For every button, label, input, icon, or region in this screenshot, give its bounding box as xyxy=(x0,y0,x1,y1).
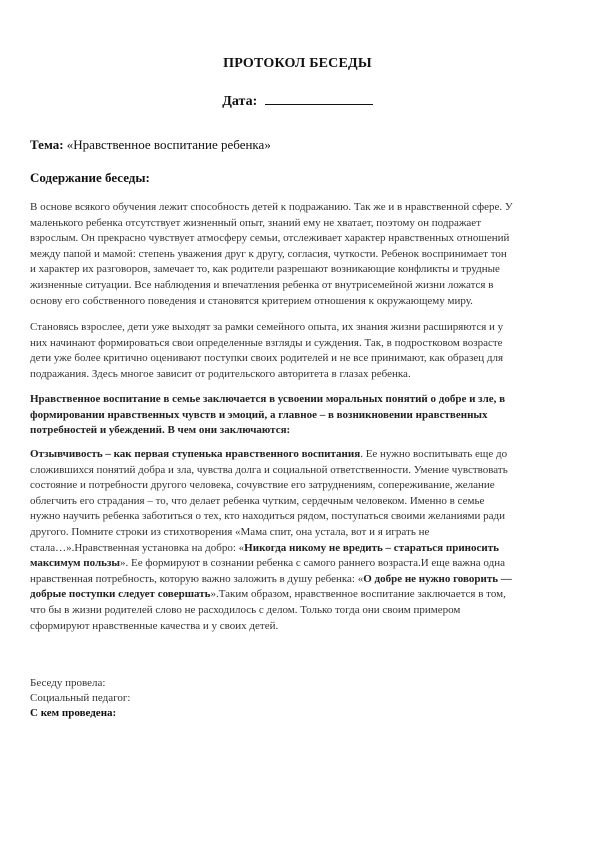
paragraph-line xyxy=(30,556,560,572)
paragraph-line xyxy=(30,587,560,603)
signature-social-pedagogue: Социальный педагог: xyxy=(30,692,131,704)
paragraph-line: формировании нравственных чувств и эмоций, а главное – в возникновении нравственных xyxy=(30,408,488,421)
paragraph-line: подражания. Здесь многое зависит от родительского авторитета в глазах ребенка. xyxy=(30,367,411,380)
paragraph-4 xyxy=(30,447,560,634)
paragraph-line: другого. Помните строки из стихотворения «Мама спит, она устала, вот и я играть не xyxy=(30,525,430,538)
paragraph-text: ». Ее формируют в сознании ребенка с самого раннего возраста.И еще важна одна xyxy=(119,557,505,570)
emphasis-text: добрые поступки следует совершать xyxy=(30,588,211,601)
paragraph-line xyxy=(30,541,560,557)
topic-label: Тема: xyxy=(30,137,64,152)
paragraph-line: маленького ребенка отсутствует жизненный опыт, знаний ему не хватает, поэтому он подражает xyxy=(30,216,481,229)
paragraph-line: них начинают формироваться свои определенные взгляды и суждения. Так, в подростковом возрасте xyxy=(30,336,503,349)
paragraph-line: нужно научить ребенка заботиться о тех, кто находиться рядом, поступаться своими желаниями ради xyxy=(30,510,506,523)
paragraph-1 xyxy=(30,200,560,309)
document-title: ПРОТОКОЛ БЕСЕДЫ xyxy=(223,56,372,71)
date-blank-line xyxy=(265,90,373,105)
emphasis-text: Никогда никому не вредить – стараться приносить xyxy=(244,541,499,554)
emphasis-text: О добре не нужно говорить — xyxy=(363,572,512,585)
date-label: Дата: xyxy=(222,94,258,109)
paragraph-text: стала…».Нравственная установка на добро: « xyxy=(30,541,245,554)
paragraph-text: нравственная потребность, которую важно заложить в душу ребенка: « xyxy=(30,572,364,585)
paragraph-line: Нравственное воспитание в семье заключается в усвоении моральных понятий о добре и зле, в xyxy=(30,393,506,405)
paragraph-line: жизненные ситуации. Все наблюдения и впечатления ребенка от внутрисемейной жизни ложатся в xyxy=(30,278,494,291)
paragraph-line: что бы в жизни родителей слово не расходилось с делом. Только тогда они своим примером xyxy=(30,603,461,616)
emphasis-text: Отзывчивость – как первая ступенька нравственного воспитания xyxy=(30,448,361,460)
topic-line xyxy=(30,137,271,153)
paragraph-line: между папой и мамой: степень уважения друг к другу, согласия, чуткости. Ребенок воспринимает тон xyxy=(30,247,507,260)
paragraph-line xyxy=(30,447,560,463)
paragraph-line: и характер их разговоров, замечает то, как родители разрешают возникающие конфликты и трудные xyxy=(30,263,500,276)
paragraph-line: Становясь взрослее, дети уже выходят за рамки семейного опыта, их знания жизни расширяются и у xyxy=(30,321,504,333)
emphasis-text: максимум пользы xyxy=(30,557,120,570)
signature-block xyxy=(30,676,130,721)
paragraph-text: . Ее нужно воспитывать еще до xyxy=(360,448,508,460)
content-heading: Содержание беседы: xyxy=(30,170,150,185)
paragraph-line: В основе всякого обучения лежит способность детей к подражанию. Так же и в нравственной сфере. У xyxy=(30,201,513,213)
date-row xyxy=(0,90,595,110)
paragraph-line: дети уже более критично оценивают поступки своих родителей и не все принимают, как образец для xyxy=(30,352,504,365)
paragraph-line: сформируют нравственные качества и у своих детей. xyxy=(30,619,279,632)
paragraph-line: потребностей и убеждений. В чем они заключаются: xyxy=(30,424,291,437)
signature-with-whom: С кем проведена: xyxy=(30,707,117,719)
paragraph-line: состояние и потребности другого человека, сочувствие его затруднениям, сопереживание, желание xyxy=(30,479,495,492)
topic-text: «Нравственное воспитание ребенка» xyxy=(63,137,271,152)
paragraph-line: взрослым. Он прекрасно чувствует атмосферу семьи, отслеживает характер нравственных отношений xyxy=(30,232,510,245)
paragraph-text: ».Таким образом, нравственное воспитание заключается в том, xyxy=(210,588,506,601)
paragraph-line: облегчить его страдания – то, что делает ребенка чутким, сердечным человеком. Именно в семье xyxy=(30,494,485,507)
paragraph-line: основу его собственного поведения и становятся критерием отношения к окружающему миру. xyxy=(30,294,473,307)
paragraph-2 xyxy=(30,320,560,382)
paragraph-3-bold xyxy=(30,392,560,439)
paragraph-line xyxy=(30,572,560,588)
paragraph-line: сложившихся понятий добра и зла, чувства долга и социальной ответственности. Умение чувствовать xyxy=(30,463,508,476)
signature-conducted-by: Беседу провела: xyxy=(30,677,106,689)
